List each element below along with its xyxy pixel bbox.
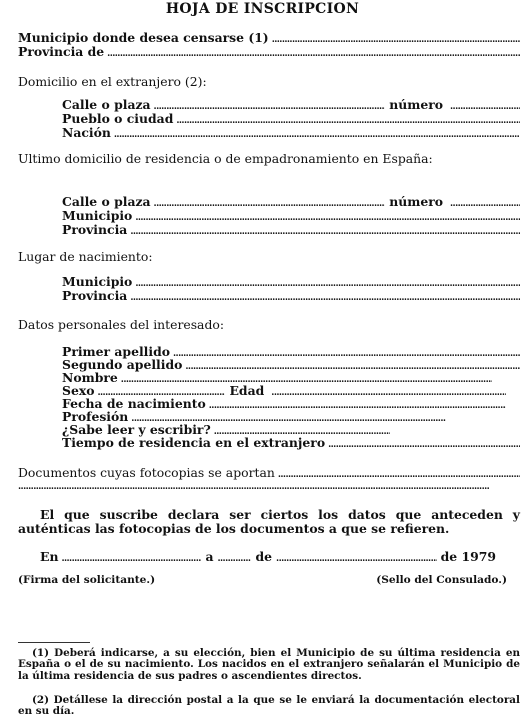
firma-label: (Firma del solicitante.) bbox=[18, 574, 156, 586]
documentos-label: Documentos cuyas fotocopias se aportan bbox=[18, 465, 275, 480]
ext-pueblo-label: Pueblo o ciudad bbox=[62, 111, 174, 126]
sello-label: (Sello del Consulado.) bbox=[376, 574, 507, 586]
declaration-text: El que suscribe declara ser ciertos los datos que anteceden y auténticas las fotocopias de los documentos a que se refieren. bbox=[18, 507, 520, 536]
tiempo-residencia-line bbox=[62, 436, 520, 450]
footnote-2: (2) Detállese la dirección postal a la que se le enviará la documentación electoral en su día. bbox=[18, 694, 520, 718]
segundo-apellido-line bbox=[62, 358, 520, 372]
ult-calle-line bbox=[62, 195, 520, 209]
ext-calle-line bbox=[62, 98, 520, 112]
ult-provincia-line bbox=[62, 223, 520, 237]
municipio-censarse-label: Municipio donde desea censarse (1) bbox=[18, 30, 269, 45]
documentos-field[interactable] bbox=[278, 470, 520, 480]
section-nacimiento: Lugar de nacimiento: bbox=[18, 249, 153, 264]
provincia-label: Provincia de bbox=[18, 44, 105, 59]
nac-provincia-field[interactable] bbox=[130, 293, 520, 303]
nac-provincia-line bbox=[62, 289, 520, 303]
page-title: HOJA DE INSCRIPCION bbox=[165, 1, 360, 17]
ext-nacion-line bbox=[62, 126, 520, 140]
ext-pueblo-line bbox=[62, 112, 520, 126]
documentos-line bbox=[18, 466, 520, 480]
day-field[interactable] bbox=[217, 554, 251, 564]
ult-numero-field[interactable] bbox=[450, 199, 520, 209]
ult-calle-label: Calle o plaza bbox=[62, 194, 151, 209]
nombre-line bbox=[62, 371, 492, 385]
ult-municipio-line bbox=[62, 209, 520, 223]
ult-numero-label: número bbox=[389, 194, 443, 209]
section-extranjero: Domicilio en el extranjero (2): bbox=[18, 74, 207, 89]
nac-municipio-line bbox=[62, 275, 520, 289]
nac-municipio-label: Municipio bbox=[62, 274, 133, 289]
ext-nacion-field[interactable] bbox=[114, 130, 520, 140]
ult-calle-field[interactable] bbox=[154, 199, 386, 209]
fecha-nacimiento-line bbox=[62, 397, 506, 411]
provincia-field[interactable] bbox=[107, 49, 520, 59]
documentos-extra-line bbox=[18, 482, 520, 492]
nombre-label: Nombre bbox=[62, 370, 118, 385]
tiempo-residencia-label: Tiempo de residencia en el extranjero bbox=[62, 435, 326, 450]
a-label: a bbox=[205, 549, 214, 564]
en-field[interactable] bbox=[61, 554, 201, 564]
ext-numero-label: número bbox=[389, 97, 443, 112]
fecha-nacimiento-label: Fecha de nacimiento bbox=[62, 396, 206, 411]
section-ultimo: Ultimo domicilio de residencia o de empadronamiento en España: bbox=[18, 151, 433, 166]
ext-calle-label: Calle o plaza bbox=[62, 97, 151, 112]
year-label: de 1979 bbox=[440, 549, 496, 564]
documentos-extra-field[interactable] bbox=[18, 482, 520, 492]
edad-label: Edad bbox=[229, 383, 265, 398]
footnote-1: (1) Deberá indicarse, a su elección, bien el Municipio de su última residencia en España o el de su nacimiento. Los nacidos en el extranjero señalarán el Municipio de la última residencia de sus padres o ascendientes directos. bbox=[18, 647, 520, 682]
en-label: En bbox=[40, 549, 59, 564]
ult-municipio-label: Municipio bbox=[62, 208, 133, 223]
ext-pueblo-field[interactable] bbox=[176, 116, 520, 126]
ext-numero-field[interactable] bbox=[450, 102, 520, 112]
de-label: de bbox=[255, 549, 273, 564]
segundo-apellido-label: Segundo apellido bbox=[62, 357, 183, 372]
sexo-label: Sexo bbox=[62, 383, 95, 398]
municipio-censarse-line bbox=[18, 31, 520, 45]
footnote-rule bbox=[18, 642, 90, 643]
primer-apellido-label: Primer apellido bbox=[62, 344, 171, 359]
sabe-leer-label: ¿Sabe leer y escribir? bbox=[62, 422, 211, 437]
ext-nacion-label: Nación bbox=[62, 125, 111, 140]
tiempo-residencia-field[interactable] bbox=[328, 440, 520, 450]
municipio-censarse-field[interactable] bbox=[272, 35, 520, 45]
ext-calle-field[interactable] bbox=[154, 102, 386, 112]
nac-provincia-label: Provincia bbox=[62, 288, 128, 303]
profesion-label: Profesión bbox=[62, 409, 129, 424]
section-datos: Datos personales del interesado: bbox=[18, 317, 225, 332]
provincia-line bbox=[18, 45, 520, 59]
place-date-line bbox=[40, 550, 496, 564]
ult-municipio-field[interactable] bbox=[135, 213, 520, 223]
nac-municipio-field[interactable] bbox=[135, 279, 520, 289]
ult-provincia-field[interactable] bbox=[130, 227, 520, 237]
ult-provincia-label: Provincia bbox=[62, 222, 128, 237]
month-field[interactable] bbox=[276, 554, 437, 564]
